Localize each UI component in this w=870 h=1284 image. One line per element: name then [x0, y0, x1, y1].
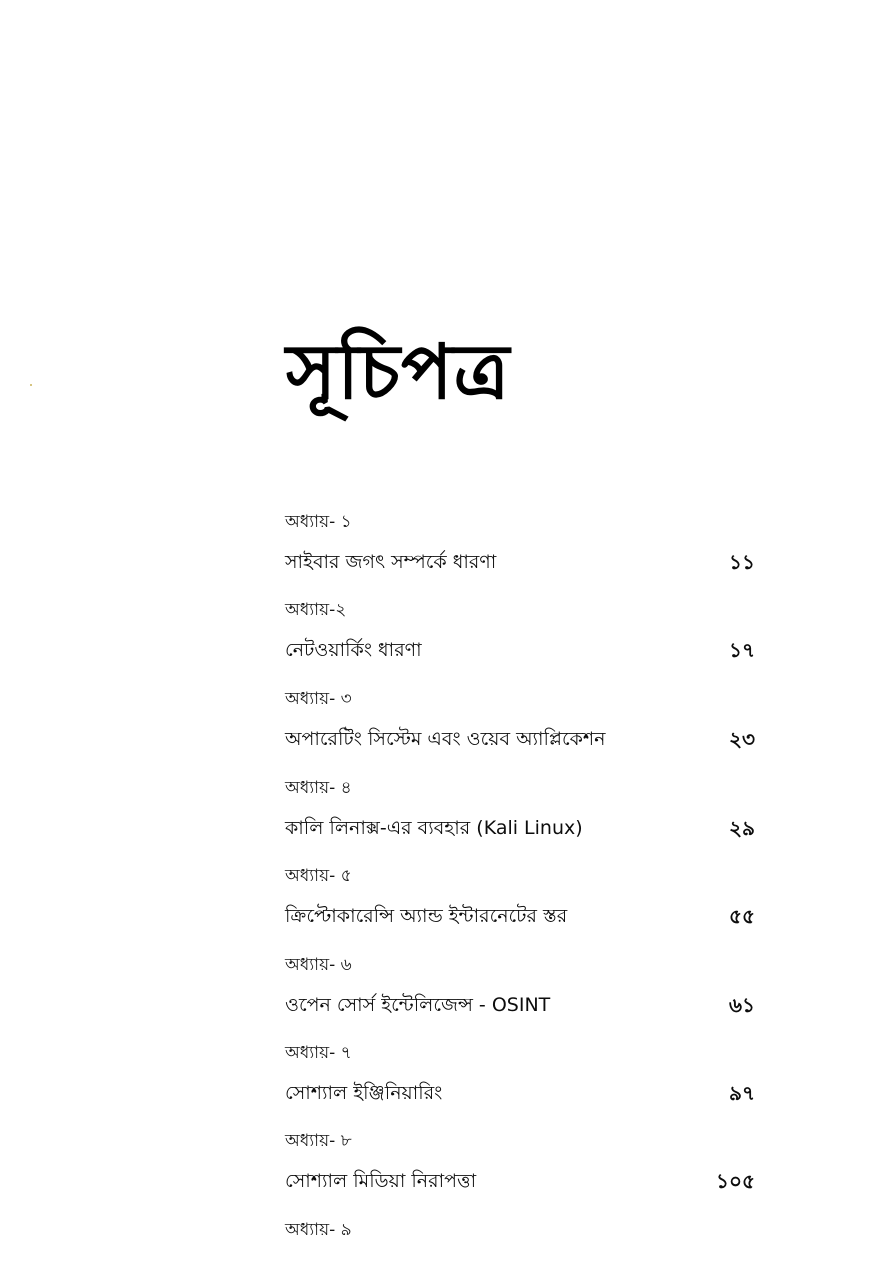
- chapter-page-number: ৯৭: [729, 1081, 755, 1105]
- print-speck: [30, 384, 32, 386]
- chapter-page-number: ৬১: [729, 993, 755, 1017]
- chapter-page-number: ১৭: [729, 638, 755, 662]
- chapter-label: অধ্যায়- ১: [285, 512, 352, 532]
- chapter-page-number: ১১: [729, 550, 755, 574]
- chapter-entry: [285, 1218, 755, 1284]
- chapter-row: [285, 1256, 755, 1284]
- chapter-entry: [285, 1041, 755, 1107]
- chapter-entry: [285, 776, 755, 842]
- chapter-row: [285, 1079, 755, 1107]
- chapter-title: সোশ্যাল মিডিয়া নিরাপত্তা: [285, 1170, 477, 1192]
- page-title: সূচিপত্র: [286, 327, 511, 416]
- chapter-entry: [285, 687, 755, 753]
- chapter-entry: [285, 598, 755, 664]
- chapter-label: অধ্যায়- ৩: [285, 689, 352, 709]
- chapter-row: [285, 902, 755, 930]
- chapter-label: অধ্যায়- ৪: [285, 778, 352, 798]
- chapter-entry: [285, 1129, 755, 1195]
- chapter-entry: [285, 510, 755, 576]
- chapter-title: ওপেন সোর্স ইন্টেলিজেন্স - OSINT: [285, 994, 551, 1016]
- chapter-page-number: ৫৫: [729, 904, 755, 928]
- chapter-title: সোশ্যাল ইঞ্জিনিয়ারিং: [285, 1082, 443, 1104]
- chapter-row: [285, 1167, 755, 1195]
- chapter-page-number: ২৯: [729, 816, 755, 840]
- chapter-label: অধ্যায়- ৭: [285, 1043, 352, 1063]
- chapter-label: অধ্যায়- ৬: [285, 955, 352, 975]
- chapter-page-number: ১০৫: [716, 1169, 755, 1193]
- chapter-row: [285, 636, 755, 664]
- chapter-label: অধ্যায়- ৮: [285, 1131, 352, 1151]
- chapter-label: অধ্যায়- ৯: [285, 1220, 352, 1240]
- chapter-entry: [285, 864, 755, 930]
- chapter-label: অধ্যায়- ৫: [285, 866, 352, 886]
- chapter-row: [285, 725, 755, 753]
- chapter-row: [285, 814, 755, 842]
- chapter-title: ক্রিপ্টোকারেন্সি অ্যান্ড ইন্টারনেটের স্তর: [285, 905, 568, 927]
- chapter-page-number: ২৩: [728, 727, 755, 751]
- chapter-title: কালি লিনাক্স-এর ব্যবহার (Kali Linux): [285, 817, 583, 839]
- chapter-label: অধ্যায়-২: [285, 600, 347, 620]
- chapter-entry: [285, 953, 755, 1019]
- chapter-title: অপারেটিং সিস্টেম এবং ওয়েব অ্যাপ্লিকেশন: [285, 728, 606, 750]
- chapter-title: নেটওয়ার্কিং ধারণা: [285, 639, 422, 661]
- chapter-row: [285, 991, 755, 1019]
- chapter-title: সাইবার জগৎ সম্পর্কে ধারণা: [285, 551, 497, 573]
- chapter-row: [285, 548, 755, 576]
